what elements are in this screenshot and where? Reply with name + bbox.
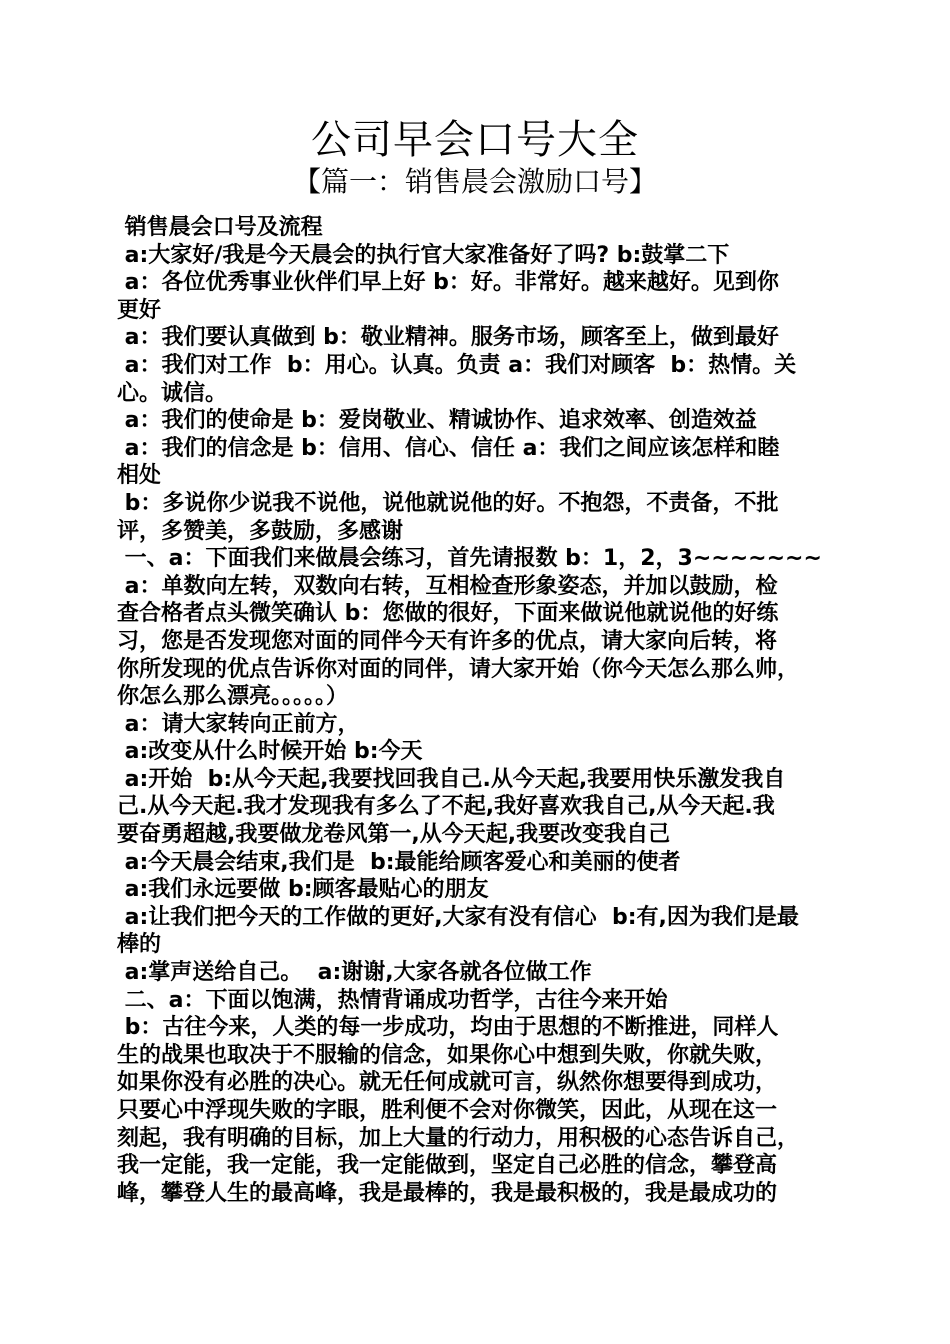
text-line: a：我们对工作 b：用心。认真。负责 a：我们对顾客 b：热情。关 bbox=[117, 352, 797, 378]
text-line: 要奋勇超越,我要做龙卷风第一,从今天起,我要改变我自己 bbox=[117, 822, 671, 848]
text-line: 心。诚信。 bbox=[117, 380, 228, 406]
text-line: 生的战果也取决于不服输的信念，如果你心中想到失败，你就失败， bbox=[117, 1042, 778, 1068]
text-line: 相处 bbox=[117, 463, 162, 489]
text-line: 你怎么那么漂亮。。。。。） bbox=[117, 684, 349, 710]
text-line: 查合格者点头微笑确认 b：您做的很好，下面来做说他就说他的好练 bbox=[117, 601, 779, 627]
text-line: 只要心中浮现失败的字眼，胜利便不会对你微笑，因此，从现在这一 bbox=[117, 1098, 778, 1123]
text-line: a:掌声送给自己。 a:谢谢,大家各就各位做工作 bbox=[117, 960, 592, 986]
text-line: a：各位优秀事业伙伴们早上好 b：好。非常好。越来越好。见到你 bbox=[117, 270, 779, 296]
text-line: a:我们永远要做 b:顾客最贴心的朋友 bbox=[117, 877, 489, 903]
text-line: 峰，攀登人生的最高峰，我是最棒的，我是最积极的，我是最成功的 bbox=[117, 1180, 778, 1206]
text-line: 更好 bbox=[117, 297, 162, 323]
text-line: 如果你没有必胜的决心。就无任何成就可言，纵然你想要得到成功， bbox=[117, 1070, 778, 1096]
text-line: b：古往今来，人类的每一步成功，均由于思想的不断推进，同样人 bbox=[117, 1015, 779, 1041]
text-line: a：单数向左转，双数向右转，互相检查形象姿态，并加以鼓励，检 bbox=[117, 573, 778, 599]
text-line: 己.从今天起.我才发现我有多么了不起,我好喜欢我自己,从今天起.我 bbox=[117, 794, 775, 820]
text-line: a：我们的使命是 b：爱岗敬业、精诚协作、追求效率、创造效益 bbox=[117, 408, 757, 434]
text-line: 评，多赞美，多鼓励，多感谢 bbox=[117, 518, 404, 544]
text-line: 我一定能，我一定能，我一定能做到，坚定自己必胜的信念，攀登高 bbox=[117, 1153, 778, 1179]
text-line: 习，您是否发现您对面的同伴今天有许多的优点，请大家向后转，将 bbox=[117, 628, 778, 654]
text-line: a：我们要认真做到 b：敬业精神。服务市场，顾客至上，做到最好 bbox=[117, 325, 779, 351]
text-line: 刻起，我有明确的目标，加上大量的行动力，用积极的心态告诉自己， bbox=[117, 1125, 800, 1151]
text-line: a:大家好/我是今天晨会的执行官大家准备好了吗? b:鼓掌二下 bbox=[117, 242, 730, 268]
text-line: a:今天晨会结束,我们是 b:最能给顾客爱心和美丽的使者 bbox=[117, 849, 681, 875]
text-line: 二、a：下面以饱满，热情背诵成功哲学，古往今来开始 bbox=[117, 987, 668, 1013]
text-line: a：请大家转向正前方， bbox=[117, 711, 360, 737]
text-line: b：多说你少说我不说他，说他就说他的好。不抱怨，不责备，不批 bbox=[117, 490, 779, 516]
document-body bbox=[117, 214, 842, 1207]
text-line: 销售晨会口号及流程 bbox=[117, 215, 323, 240]
text-line: 一、a：下面我们来做晨会练习，首先请报数 b：1，2，3~~~~~~~ bbox=[117, 546, 822, 572]
document-subtitle: 【篇一：销售晨会激励口号】 bbox=[292, 165, 657, 198]
text-line: a：我们的信念是 b：信用、信心、信任 a：我们之间应该怎样和睦 bbox=[117, 435, 780, 461]
text-line: 你所发现的优点告诉你对面的同伴，请大家开始（你今天怎么那么帅， bbox=[117, 656, 800, 682]
text-line: a:让我们把今天的工作做的更好,大家有没有信心 b:有,因为我们是最 bbox=[117, 904, 799, 930]
text-line: a:改变从什么时候开始 b:今天 bbox=[117, 739, 423, 765]
document-title: 公司早会口号大全 bbox=[311, 117, 639, 163]
text-line: 棒的 bbox=[117, 932, 162, 958]
text-line: a:开始 b:从今天起,我要找回我自己.从今天起,我要用快乐激发我自 bbox=[117, 766, 786, 792]
